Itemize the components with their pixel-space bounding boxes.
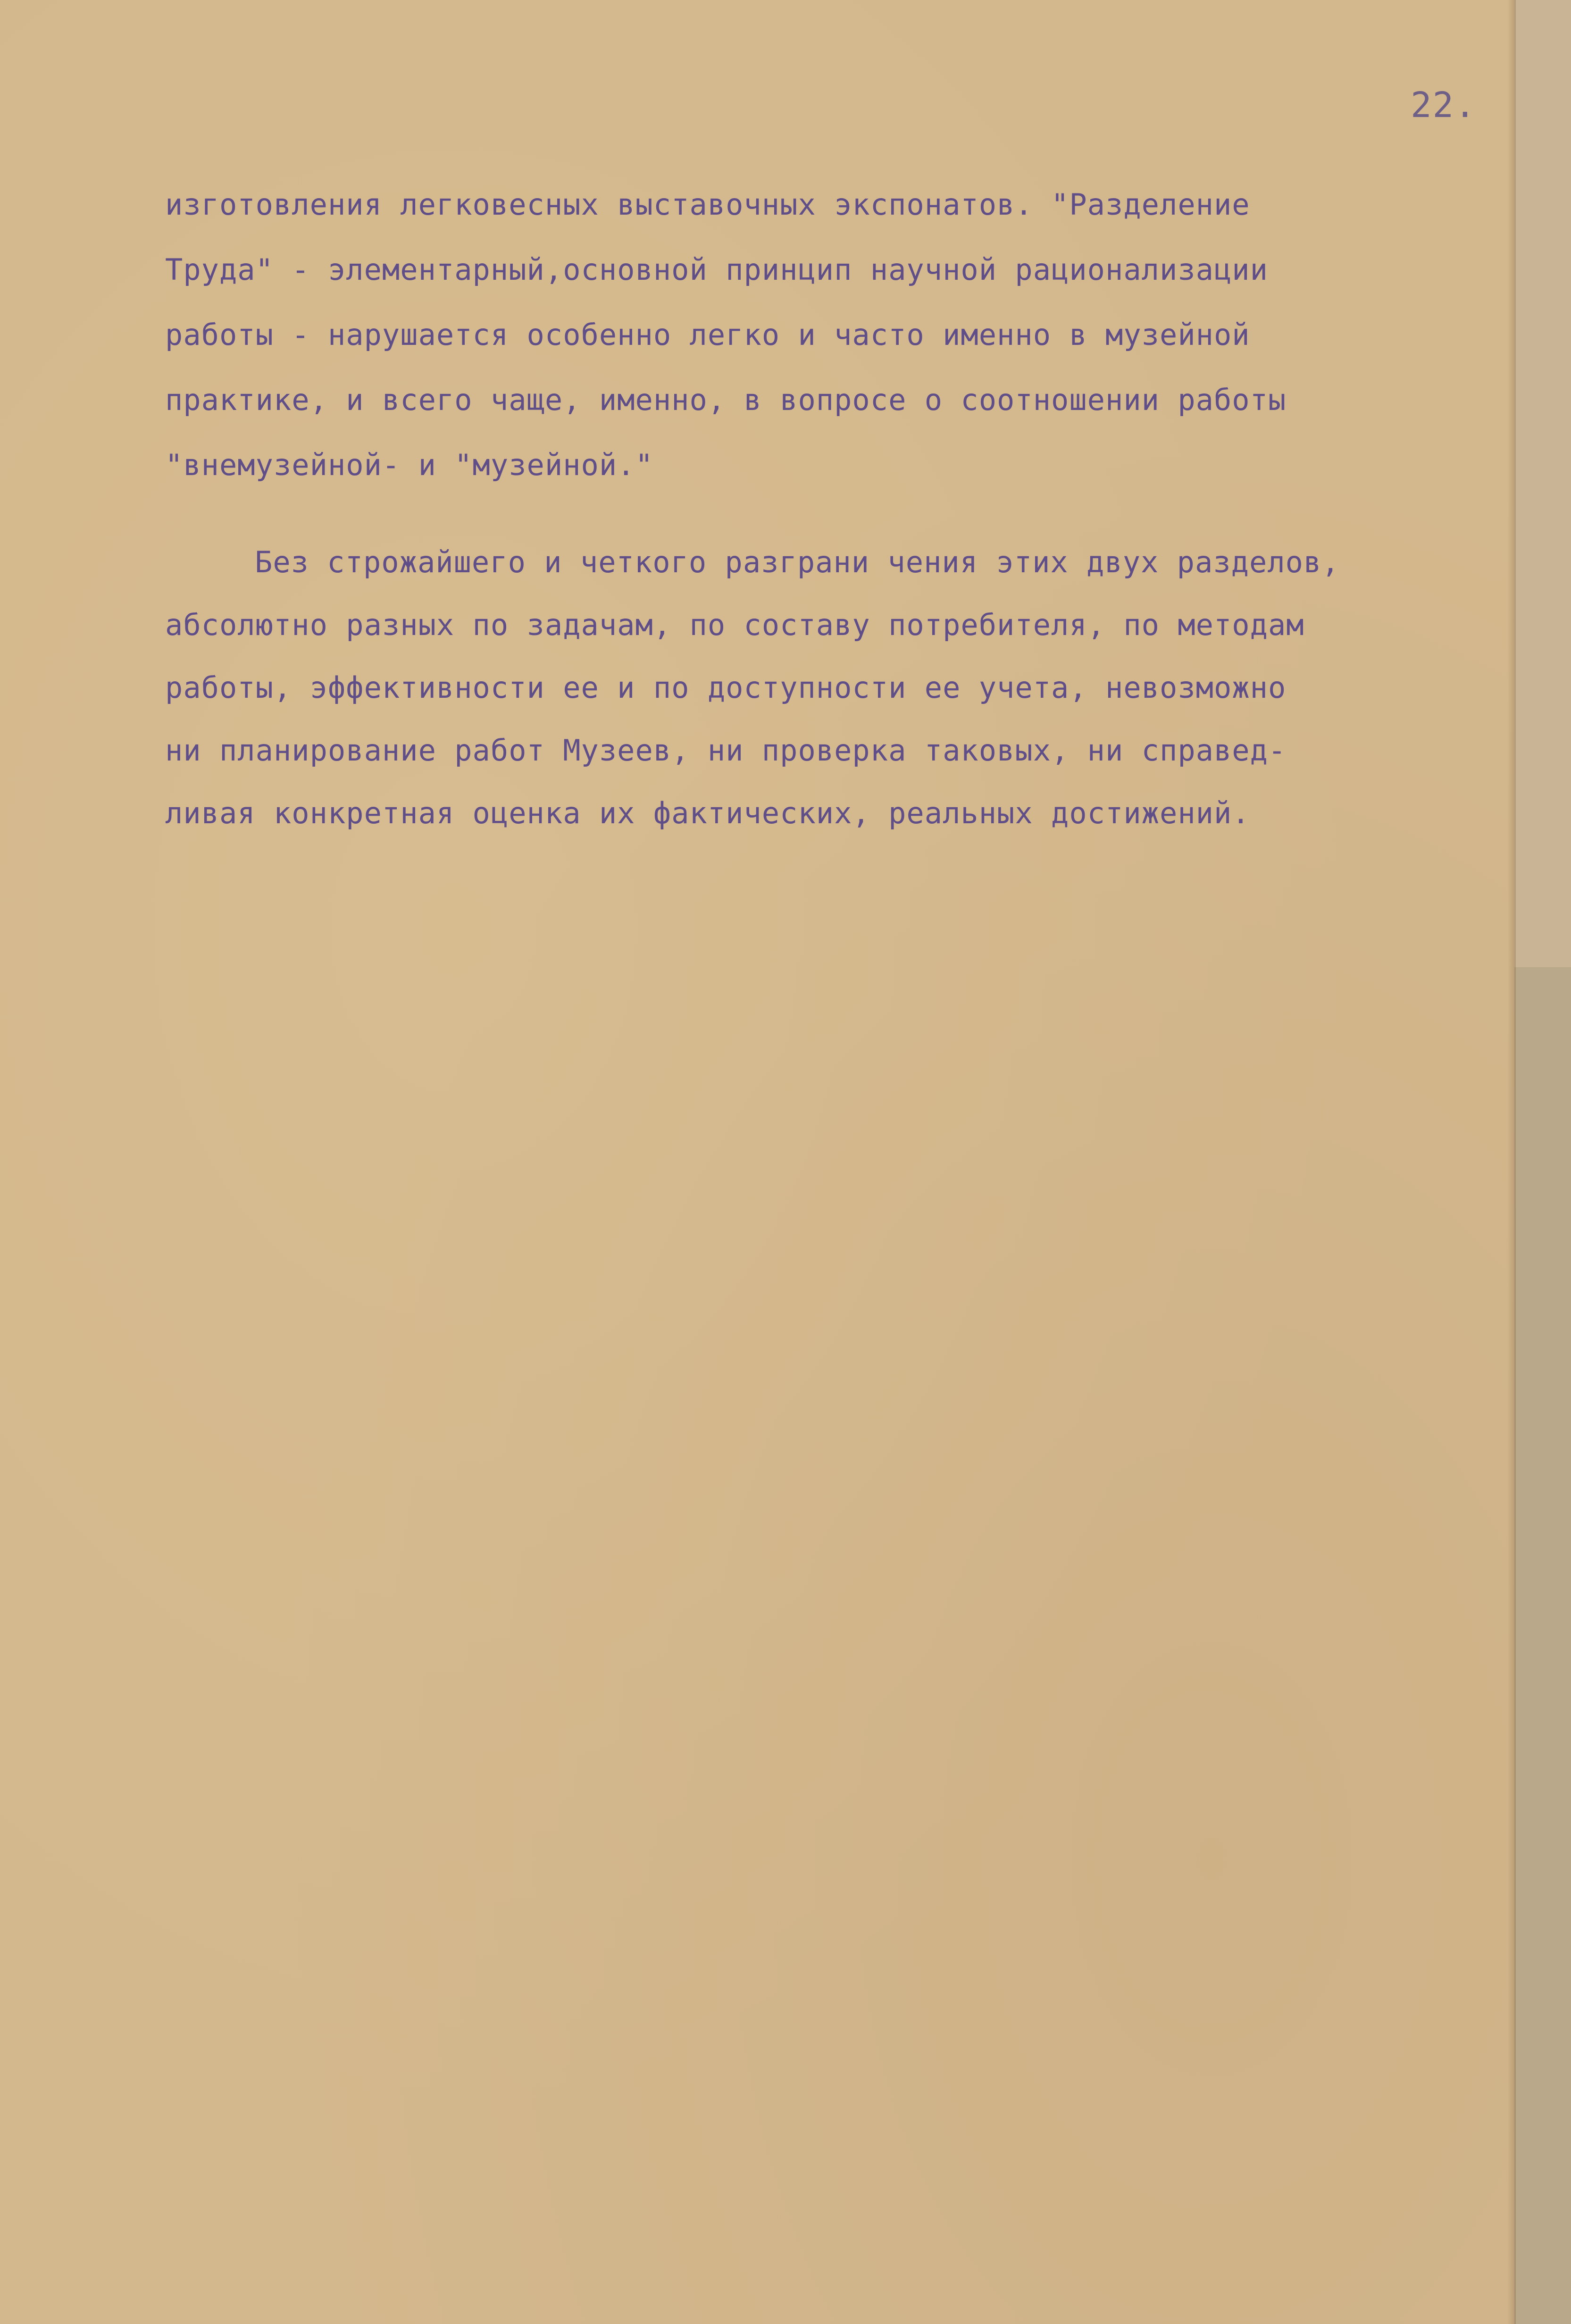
page-number: 22.: [1411, 85, 1477, 125]
text-line: Без строжайшего и четкого разграни чения этих двух разделов,: [255, 545, 1340, 579]
paragraph-1: [165, 172, 1491, 498]
text-line: работы - нарушается особенно легко и часто именно в музейной: [165, 318, 1250, 352]
text-line: ни планирование работ Музеев, ни проверка таковых, ни справед-: [165, 733, 1287, 768]
text-line: изготовления легковесных выставочных экспонатов. "Разделение: [165, 187, 1250, 222]
text-line: ливая конкретная оценка их фактических, реальных достижений.: [165, 796, 1250, 830]
text-line: практике, и всего чаще, именно, в вопросе о соотношении работы: [165, 383, 1287, 417]
text-line: абсолютно разных по задачам, по составу потребителя, по методам: [165, 608, 1304, 642]
paragraph-2: [165, 531, 1491, 844]
backing-board: [1514, 967, 1571, 2324]
text-line: Труда" - элементарный,основной принцип научной рационализации: [165, 252, 1268, 287]
text-line: "внемузейной- и "музейной.": [165, 448, 653, 482]
text-line: работы, эффективности ее и по доступности ее учета, невозможно: [165, 670, 1287, 705]
